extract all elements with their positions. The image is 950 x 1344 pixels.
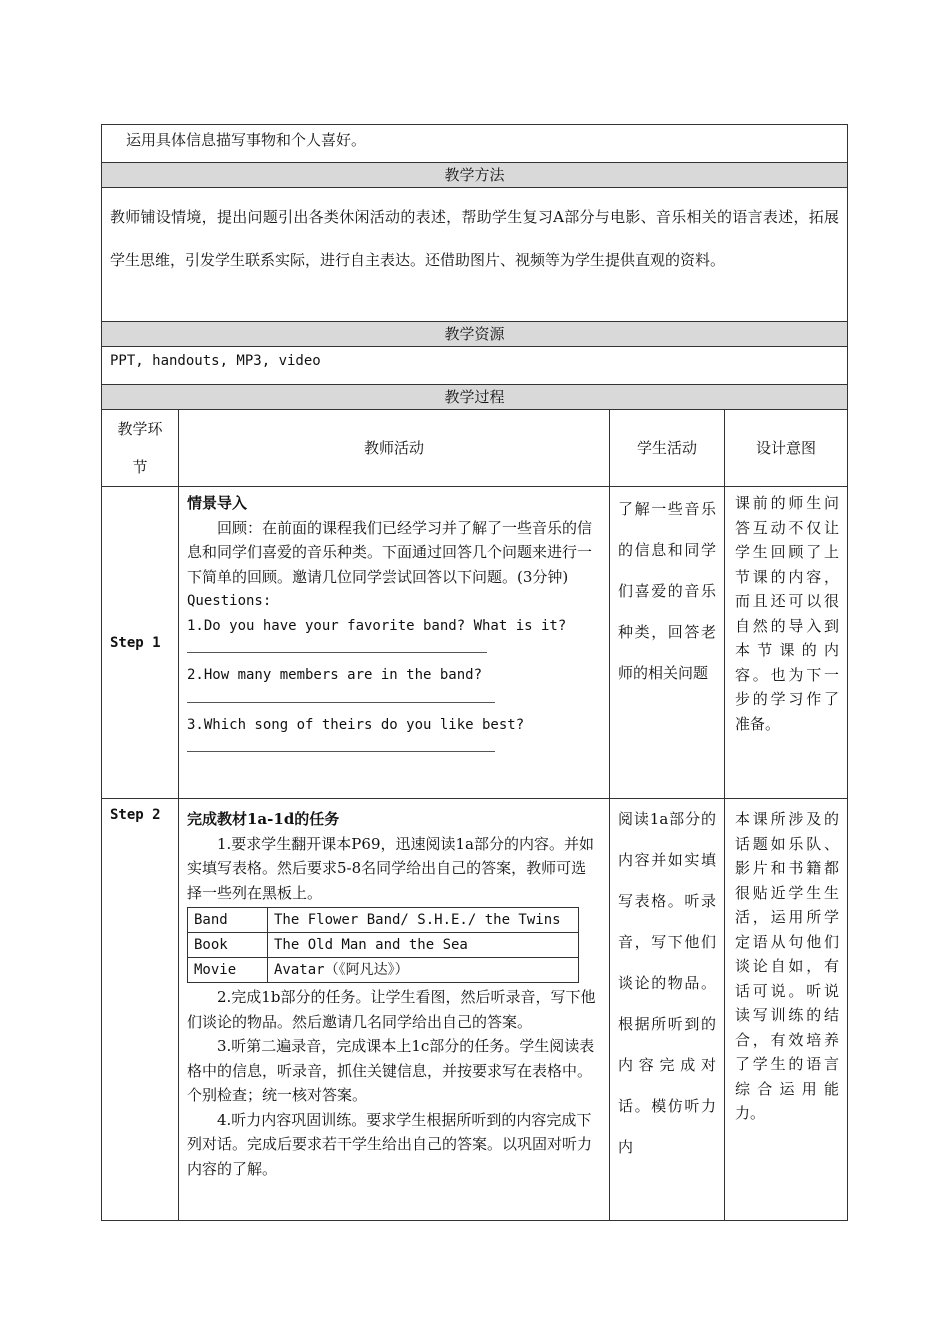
step2-design-intent: 本课所涉及的话题如乐队、影片和书籍都很贴近学生生活，运用所学定语从句他们谈论自如，有话可说。听说读写训练的结合，有效培养了学生的语言综合运用能力。 bbox=[725, 799, 848, 1221]
step2-student-activity: 阅读1a部分的内容并如实填写表格。听录音，写下他们谈论的物品。根据所听到的内容完成对话。模仿听力内 bbox=[610, 799, 725, 1221]
step2-teacher-cell bbox=[179, 799, 610, 1221]
resources-header: 教学资源 bbox=[102, 322, 848, 347]
method-row bbox=[102, 188, 848, 322]
step2-label: Step 2 bbox=[102, 799, 179, 1221]
resources-row bbox=[102, 347, 848, 385]
step1-title: 情景导入 bbox=[187, 494, 248, 512]
examples-key: Band bbox=[188, 908, 268, 933]
step1-design-intent: 课前的师生问答互动不仅让学生回顾了上节课的内容，而且还可以很自然的导入到本节课的内容。也为下一步的学习作了准备。 bbox=[725, 487, 848, 799]
examples-row bbox=[188, 933, 579, 958]
examples-value: The Old Man and the Sea bbox=[268, 933, 579, 958]
step1-question-1: 1.Do you have your favorite band? What is it? bbox=[187, 617, 567, 634]
step2-paragraph-3: 3.听第二遍录音，完成课本上1c部分的任务。学生阅读表格中的信息，听录音，抓住关键信息，并按要求写在表格中。个别检查；统一核对答案。 bbox=[187, 1037, 595, 1104]
goal-row bbox=[102, 125, 848, 163]
col-design-header: 设计意图 bbox=[725, 410, 848, 487]
step1-label: Step 1 bbox=[102, 487, 179, 799]
step1-question-3: 3.Which song of theirs do you like best? bbox=[187, 716, 525, 733]
step1-question-2: 2.How many members are in the band? bbox=[187, 667, 483, 683]
lesson-plan-page bbox=[101, 124, 847, 1221]
col-student-header: 学生活动 bbox=[610, 410, 725, 487]
method-header: 教学方法 bbox=[102, 163, 848, 188]
examples-table bbox=[187, 907, 579, 983]
method-header-row bbox=[102, 163, 848, 188]
step1-teacher-cell bbox=[179, 487, 610, 799]
step2-row bbox=[102, 799, 848, 1221]
method-text: 教师铺设情境，提出问题引出各类休闲活动的表述，帮助学生复习A部分与电影、音乐相关的语言表述，拓展学生思维，引发学生联系实际，进行自主表达。还借助图片、视频等为学生提供直观的资料。 bbox=[102, 188, 848, 322]
examples-value: The Flower Band/ S.H.E./ the Twins bbox=[268, 908, 579, 933]
examples-row bbox=[188, 908, 579, 933]
step1-questions-label: Questions: bbox=[187, 593, 272, 609]
resources-header-row bbox=[102, 322, 848, 347]
step1-intro: 回顾：在前面的课程我们已经学习并了解了一些音乐的信息和同学们喜爱的音乐种类。下面通过回答几个问题来进行一下简单的回顾。邀请几位同学尝试回答以下问题。(3分钟) bbox=[187, 518, 593, 586]
step2-title: 完成教材1a-1d的任务 bbox=[187, 810, 340, 828]
step2-paragraph-1: 1.要求学生翻开课本P69，迅速阅读1a部分的内容。并如实填写表格。然后要求5-8名同学给出自己的答案，教师可选择一些列在黑板上。 bbox=[187, 834, 594, 902]
answer-blank-3 bbox=[187, 737, 495, 752]
answer-blank-1 bbox=[187, 638, 487, 653]
process-header-row bbox=[102, 385, 848, 410]
answer-blank-2 bbox=[187, 688, 495, 703]
resources-text: PPT, handouts, MP3, video bbox=[102, 347, 848, 385]
step1-student-activity: 了解一些音乐的信息和同学们喜爱的音乐种类，回答老师的相关问题 bbox=[610, 487, 725, 799]
column-header-row bbox=[102, 410, 848, 487]
col-stage-header: 教学环节 bbox=[102, 410, 179, 487]
step2-paragraph-2: 2.完成1b部分的任务。让学生看图，然后听录音，写下他们谈论的物品。然后邀请几名同学给出自己的答案。 bbox=[187, 988, 596, 1031]
examples-key: Movie bbox=[188, 958, 268, 983]
examples-row bbox=[188, 958, 579, 983]
examples-key: Book bbox=[188, 933, 268, 958]
process-header: 教学过程 bbox=[102, 385, 848, 410]
step2-paragraph-4: 4.听力内容巩固训练。要求学生根据所听到的内容完成下列对话。完成后要求若干学生给出自己的答案。以巩固对听力内容的了解。 bbox=[187, 1110, 593, 1178]
goal-line: 运用具体信息描写事物和个人喜好。 bbox=[102, 125, 848, 163]
step1-row bbox=[102, 487, 848, 799]
col-teacher-header: 教师活动 bbox=[179, 410, 610, 487]
lesson-plan-table bbox=[101, 124, 848, 1221]
examples-value: Avatar（《阿凡达》） bbox=[268, 958, 579, 983]
